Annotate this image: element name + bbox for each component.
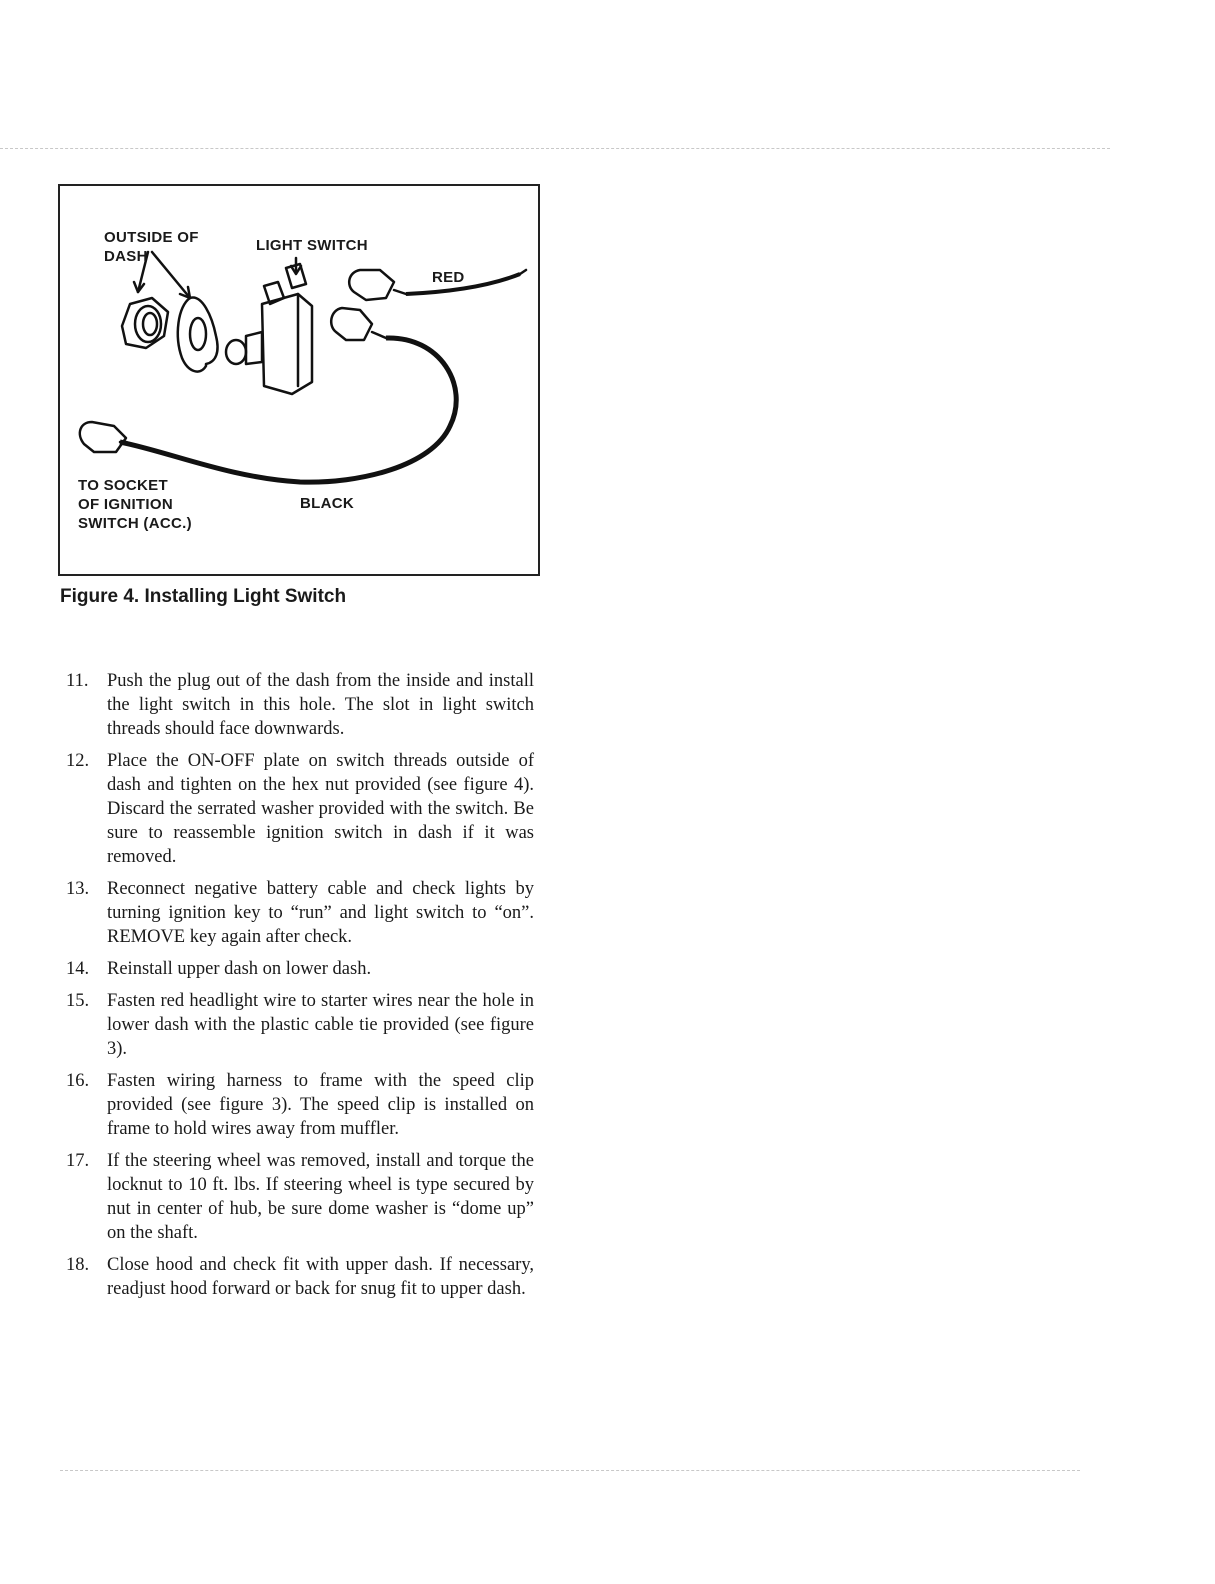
step-text: Place the ON-OFF plate on switch threads outside of dash and tighten on the hex nut provided (see figure 4). Discard the serrated washer provided with the switch. Be sure to reassemble ignition switch in dash if it was removed. — [107, 751, 534, 867]
step-number: 13. — [66, 879, 90, 899]
step-number: 11. — [66, 671, 89, 691]
step-number: 15. — [66, 991, 90, 1011]
ignition-socket-connector-icon — [80, 422, 126, 452]
step-text: If the steering wheel was removed, install and torque the locknut to 10 ft. lbs. If steering wheel is type secured by nut in center of hub, be sure dome washer is “dome up” on the shaft. — [107, 1151, 534, 1243]
step-number: 18. — [66, 1255, 90, 1275]
figure-light-switch — [58, 184, 540, 576]
step-item — [66, 957, 534, 981]
step-number: 14. — [66, 959, 90, 979]
figure-caption: Figure 4. Installing Light Switch — [60, 586, 347, 607]
step-item — [66, 877, 534, 949]
step-item — [66, 1149, 534, 1245]
black-wire-line — [120, 338, 456, 482]
step-text: Push the plug out of the dash from the inside and install the light switch in this hole. The slot in light switch threads should face downwards. — [107, 671, 534, 739]
hex-nut-icon — [122, 298, 168, 348]
label-outside-of-dash: OUTSIDE OF DASH — [104, 229, 199, 265]
step-item — [66, 749, 534, 869]
scan-rule-bottom — [60, 1470, 1080, 1471]
label-light-switch: LIGHT SWITCH — [256, 237, 368, 254]
step-number: 12. — [66, 751, 90, 771]
label-red: RED — [432, 269, 465, 286]
step-item — [66, 1069, 534, 1141]
scan-rule-top — [0, 148, 1110, 149]
step-item — [66, 989, 534, 1061]
step-item — [66, 669, 534, 741]
label-black: BLACK — [300, 495, 354, 512]
step-text: Fasten red headlight wire to starter wires near the hole in lower dash with the plastic cable tie provided (see figure 3). — [107, 991, 534, 1059]
step-number: 17. — [66, 1151, 90, 1171]
toggle-switch-icon — [226, 264, 312, 394]
label-to-socket: TO SOCKET OF IGNITION SWITCH (ACC.) — [78, 477, 192, 532]
step-text: Reconnect negative battery cable and check lights by turning ignition key to “run” and light switch to “on”. REMOVE key again after check. — [107, 879, 534, 947]
step-number: 16. — [66, 1071, 90, 1091]
step-text: Reinstall upper dash on lower dash. — [107, 959, 372, 979]
step-text: Close hood and check fit with upper dash. If necessary, readjust hood forward or back for snug fit to upper dash. — [107, 1255, 534, 1299]
on-off-plate-icon — [178, 298, 218, 372]
step-text: Fasten wiring harness to frame with the speed clip provided (see figure 3). The speed clip is installed on frame to hold wires away from muffler. — [107, 1071, 534, 1139]
instruction-steps — [66, 669, 534, 1309]
step-item — [66, 1253, 534, 1301]
